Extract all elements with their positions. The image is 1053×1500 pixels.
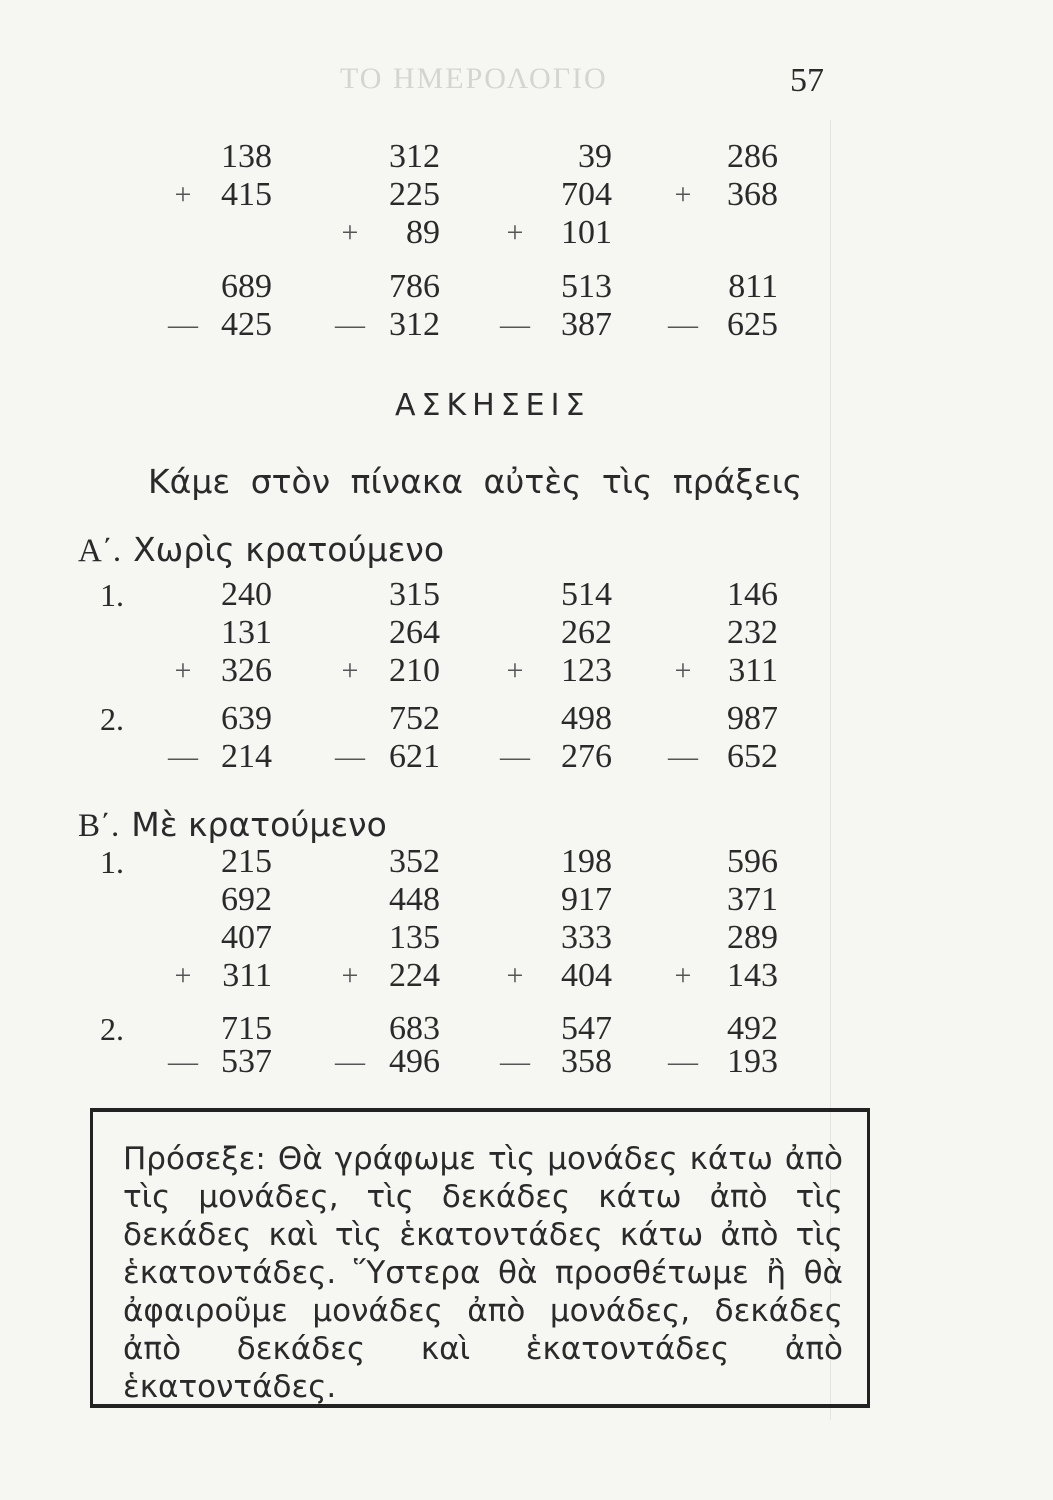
minus-sign: — — [500, 740, 530, 773]
operand: 704 — [561, 176, 612, 213]
operand: 652 — [727, 738, 778, 775]
operand: 537 — [221, 1043, 272, 1080]
operand: 215 — [221, 843, 272, 880]
operand: 232 — [727, 614, 778, 651]
operand: 39 — [578, 138, 612, 175]
plus-sign: + — [506, 216, 524, 249]
operand: 492 — [727, 1010, 778, 1047]
part-a-heading — [78, 530, 444, 570]
plus-sign: + — [674, 654, 692, 687]
operand: 625 — [727, 306, 778, 343]
note-text: Πρόσεξε: Θὰ γράφωμε τὶς μονάδες κάτω ἀπὸ τὶς μονάδες, τὶς δεκάδες κάτω ἀπὸ τὶς δεκάδες καὶ τὶς ἑκατοντάδες κάτω ἀπὸ τὶς ἑκατοντάδες. Ὕστερα θὰ προσθέτωμε ἢ θὰ ἀφαιροῦμε μονάδες ἀπὸ μονάδες, δεκάδες ἀπὸ δεκάδες καὶ ἑκατοντάδες ἀπὸ ἑκατοντάδες. — [123, 1141, 843, 1405]
operand: 312 — [389, 306, 440, 343]
plus-sign: + — [174, 959, 192, 992]
operand: 752 — [389, 700, 440, 737]
operand: 135 — [389, 919, 440, 956]
operand: 496 — [389, 1043, 440, 1080]
operand: 286 — [727, 138, 778, 175]
minus-sign: — — [668, 740, 698, 773]
operand: 138 — [221, 138, 272, 175]
operand: 425 — [221, 306, 272, 343]
operand: 262 — [561, 614, 612, 651]
operand: 404 — [561, 957, 612, 994]
operand: 289 — [727, 919, 778, 956]
instruction: Κάμε στὸν πίνακα αὐτὲς τὶς πράξεις — [148, 462, 803, 501]
operand: 214 — [221, 738, 272, 775]
plus-sign: + — [341, 959, 359, 992]
operand: 143 — [727, 957, 778, 994]
part-b-label: Β΄. — [78, 808, 120, 844]
operand: 101 — [561, 214, 612, 251]
plus-sign: + — [174, 654, 192, 687]
operand: 415 — [221, 176, 272, 213]
minus-sign: — — [335, 1045, 365, 1078]
operand: 448 — [389, 881, 440, 918]
operand: 131 — [221, 614, 272, 651]
operand: 240 — [221, 576, 272, 613]
operand: 368 — [727, 176, 778, 213]
operand: 358 — [561, 1043, 612, 1080]
operand: 786 — [389, 268, 440, 305]
part-a-ex1-number: 1. — [100, 577, 124, 613]
operand: 513 — [561, 268, 612, 305]
operand: 917 — [561, 881, 612, 918]
part-b-heading — [78, 805, 387, 845]
operand: 407 — [221, 919, 272, 956]
part-a-label: Α΄. — [78, 533, 122, 569]
operand: 498 — [561, 700, 612, 737]
plus-sign: + — [341, 216, 359, 249]
operand: 315 — [389, 576, 440, 613]
part-a-ex2-number: 2. — [100, 701, 124, 737]
minus-sign: — — [500, 1045, 530, 1078]
plus-sign: + — [341, 654, 359, 687]
operand: 89 — [406, 214, 440, 251]
part-a-title: Χωρὶς κρατούμενο — [133, 530, 445, 569]
page-number: 57 — [790, 62, 824, 99]
minus-sign: — — [168, 308, 198, 341]
minus-sign: — — [168, 740, 198, 773]
operand: 333 — [561, 919, 612, 956]
operand: 689 — [221, 268, 272, 305]
operand: 312 — [389, 138, 440, 175]
operand: 547 — [561, 1010, 612, 1047]
operand: 715 — [221, 1010, 272, 1047]
part-b-title: Μὲ κρατούμενο — [131, 805, 387, 844]
operand: 210 — [389, 652, 440, 689]
operand: 987 — [727, 700, 778, 737]
operand: 146 — [727, 576, 778, 613]
operand: 683 — [389, 1010, 440, 1047]
operand: 225 — [389, 176, 440, 213]
operand: 198 — [561, 843, 612, 880]
plus-sign: + — [174, 178, 192, 211]
operand: 639 — [221, 700, 272, 737]
running-header: ΤΟ ΗΜΕΡΟΛΟΓΙΟ — [340, 62, 608, 95]
operand: 811 — [728, 268, 778, 305]
operand: 387 — [561, 306, 612, 343]
plus-sign: + — [506, 654, 524, 687]
note-box — [90, 1108, 870, 1408]
operand: 311 — [222, 957, 272, 994]
minus-sign: — — [168, 1045, 198, 1078]
operand: 224 — [389, 957, 440, 994]
operand: 276 — [561, 738, 612, 775]
part-b-ex1-number: 1. — [100, 844, 124, 880]
plus-sign: + — [674, 959, 692, 992]
minus-sign: — — [335, 740, 365, 773]
operand: 621 — [389, 738, 440, 775]
operand: 352 — [389, 843, 440, 880]
minus-sign: — — [335, 308, 365, 341]
section-heading: ΑΣΚΗΣΕΙΣ — [395, 388, 591, 423]
operand: 123 — [561, 652, 612, 689]
operand: 311 — [728, 652, 778, 689]
minus-sign: — — [668, 308, 698, 341]
plus-sign: + — [674, 178, 692, 211]
operand: 596 — [727, 843, 778, 880]
operand: 326 — [221, 652, 272, 689]
operand: 193 — [727, 1043, 778, 1080]
operand: 264 — [389, 614, 440, 651]
minus-sign: — — [500, 308, 530, 341]
operand: 371 — [727, 881, 778, 918]
plus-sign: + — [506, 959, 524, 992]
operand: 692 — [221, 881, 272, 918]
operand: 514 — [561, 576, 612, 613]
part-b-ex2-number: 2. — [100, 1011, 124, 1047]
minus-sign: — — [668, 1045, 698, 1078]
